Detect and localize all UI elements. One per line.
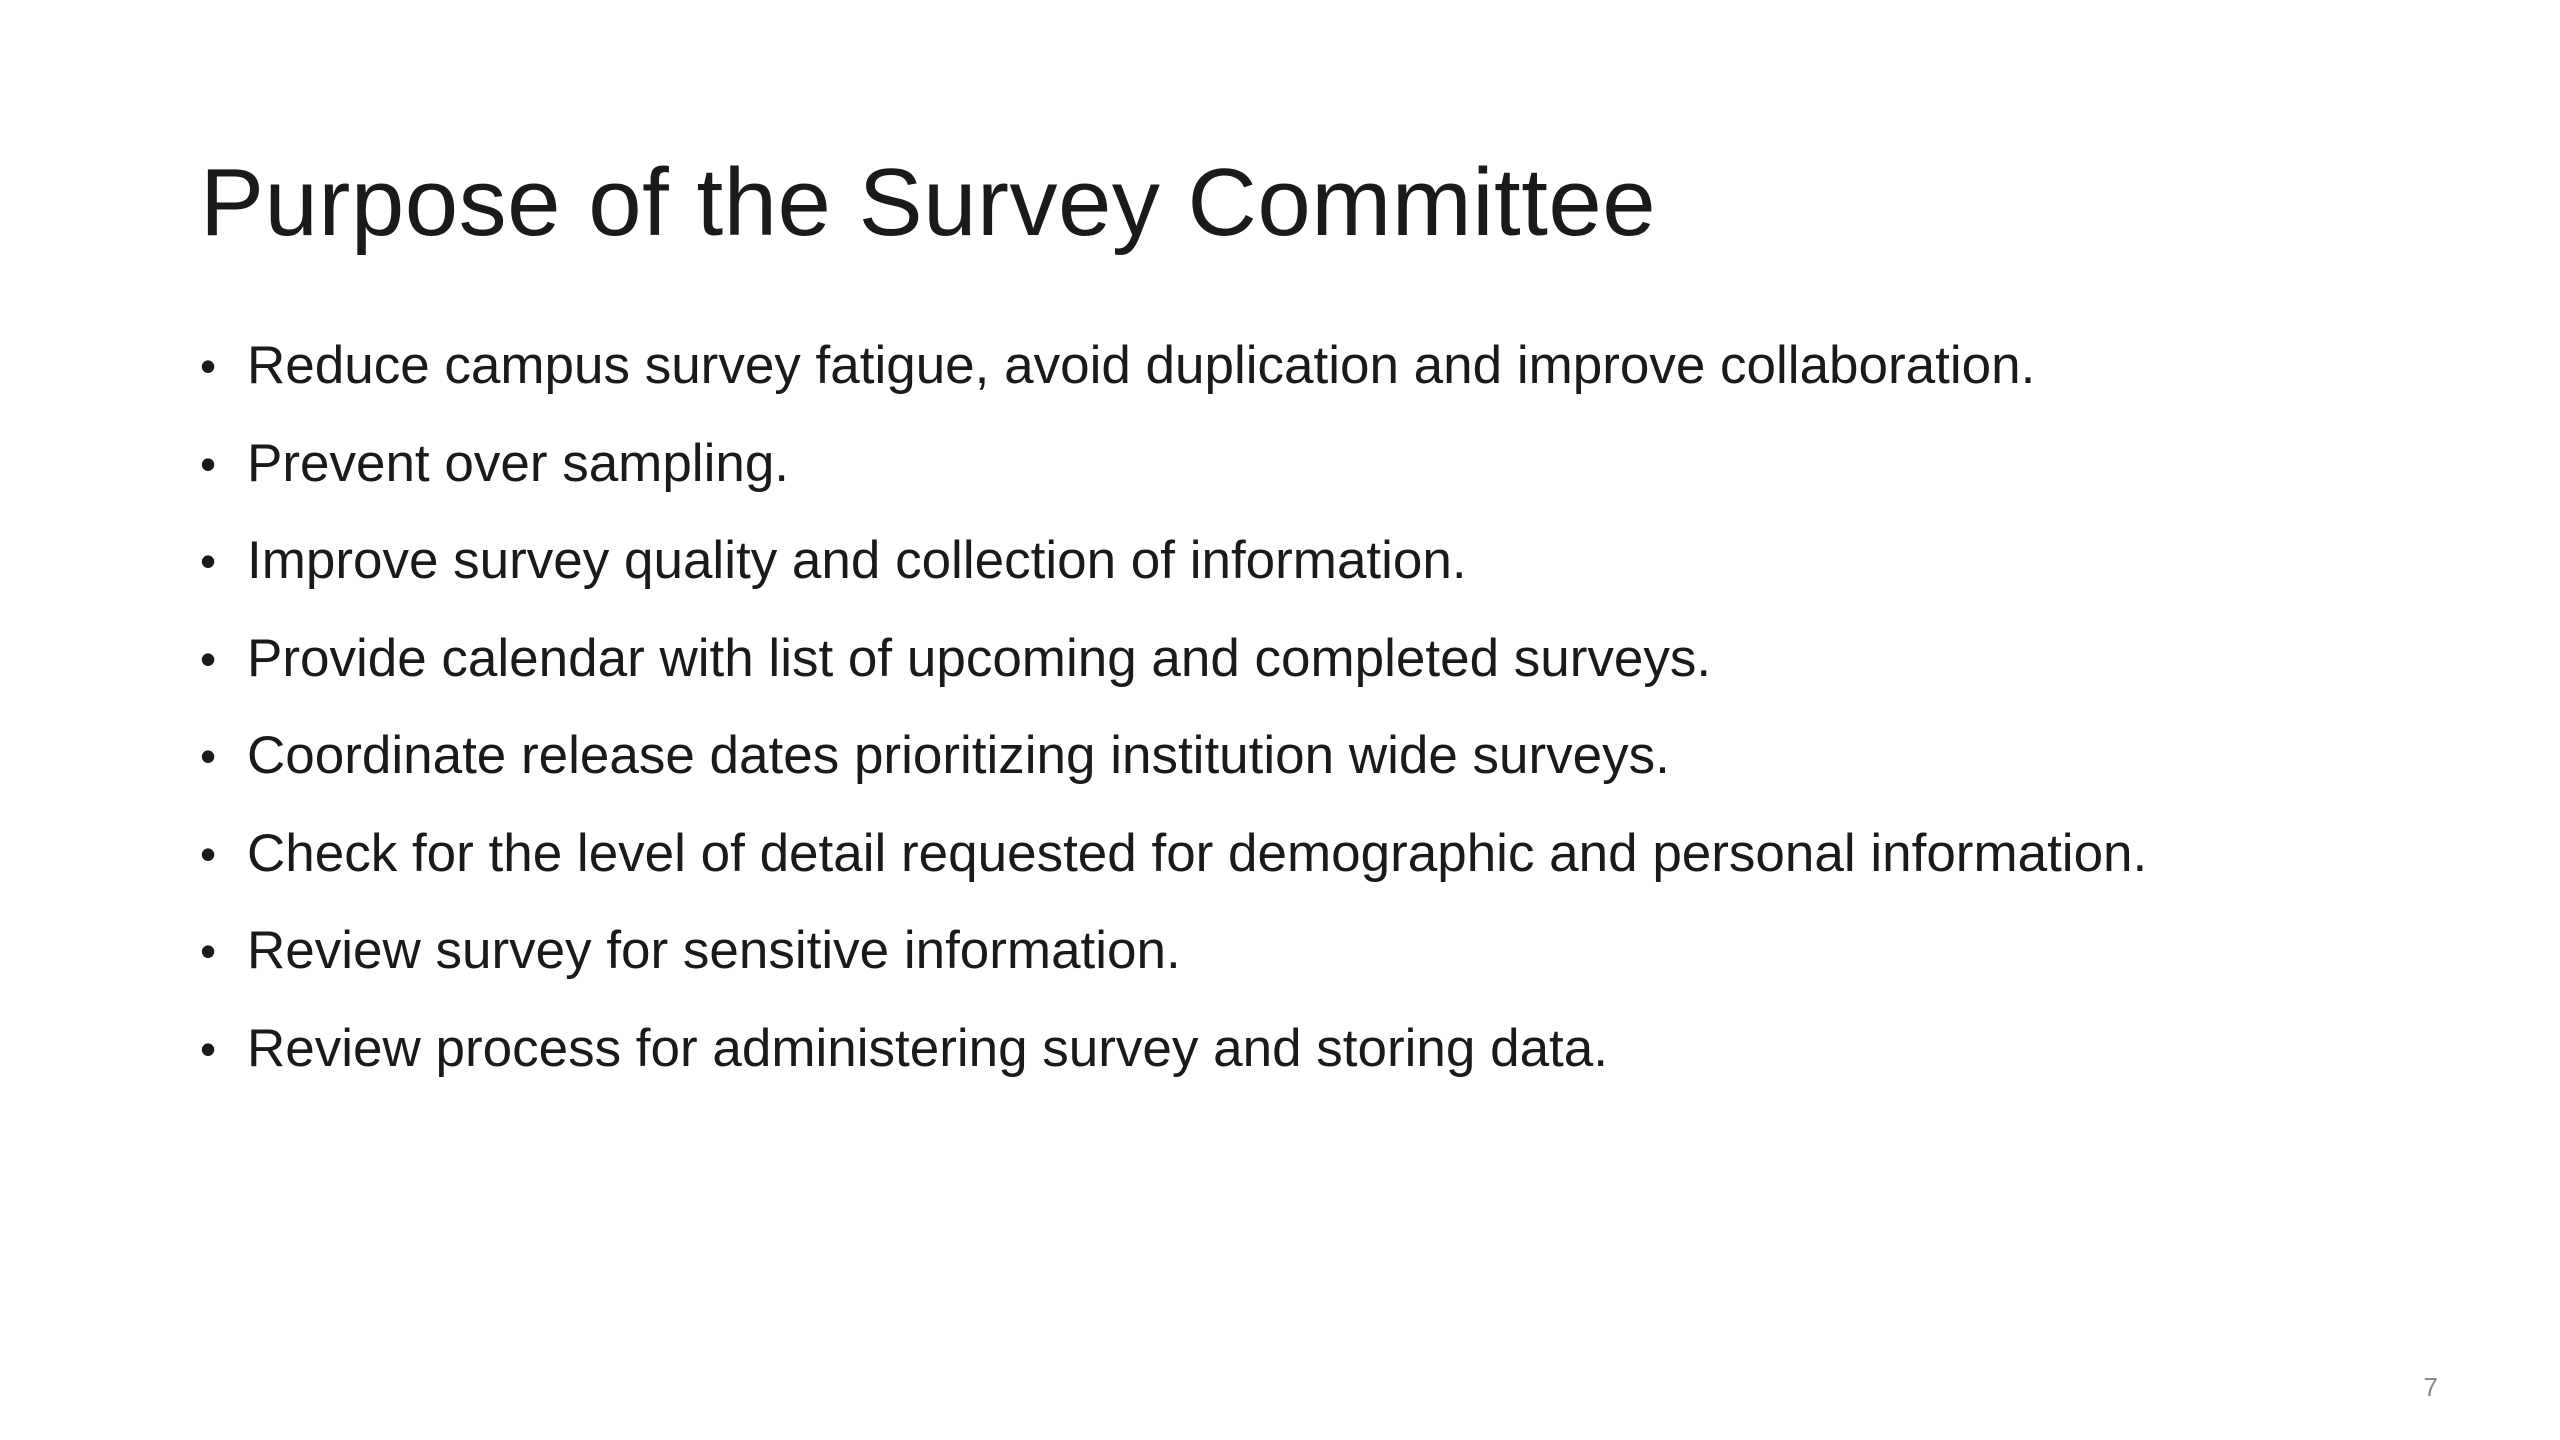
slide-number: 7	[2423, 1372, 2438, 1402]
bullet-text: Improve survey quality and collection of information.	[247, 531, 1467, 590]
bullet-text: Coordinate release dates prioritizing institution wide surveys.	[247, 726, 1670, 785]
bullet-text: Reduce campus survey fatigue, avoid duplication and improve collaboration.	[247, 336, 2036, 395]
bullet-text: Review process for administering survey and storing data.	[247, 1018, 1608, 1078]
bullet-text: Review survey for sensitive information.	[247, 921, 1181, 980]
bullet-list	[200, 330, 2440, 1110]
bullet-icon: •	[200, 340, 217, 392]
bullet-icon: •	[200, 925, 217, 977]
bullet-icon: •	[200, 632, 217, 685]
bullet-icon: •	[200, 827, 217, 880]
bullet-item	[200, 720, 2440, 818]
bullet-item	[200, 428, 2440, 526]
bullet-item	[200, 1013, 2440, 1111]
bullet-item	[200, 623, 2440, 721]
slide-title: Purpose of the Survey Committee	[200, 149, 1657, 256]
bullet-text: Prevent over sampling.	[247, 433, 790, 493]
bullet-icon: •	[200, 437, 217, 490]
bullet-icon: •	[200, 1022, 217, 1075]
bullet-item	[200, 525, 2440, 623]
bullet-text: Check for the level of detail requested for demographic and personal information.	[247, 823, 2148, 883]
bullet-icon: •	[200, 535, 217, 587]
bullet-item	[200, 330, 2440, 428]
bullet-item	[200, 915, 2440, 1013]
bullet-text: Provide calendar with list of upcoming and completed surveys.	[247, 628, 1712, 688]
bullet-item	[200, 818, 2440, 916]
bullet-icon: •	[200, 730, 217, 782]
